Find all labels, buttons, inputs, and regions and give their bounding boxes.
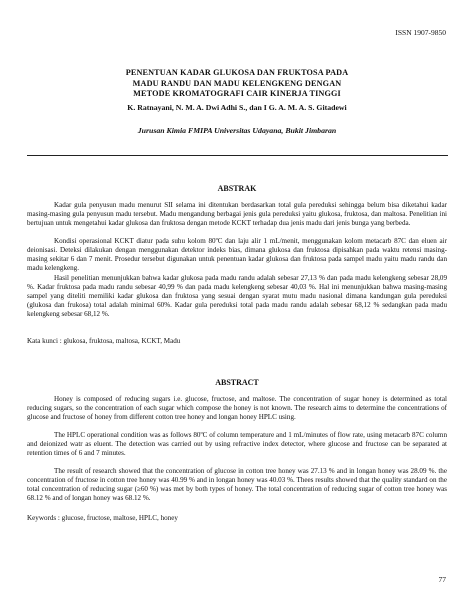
abstract-paragraph: The result of research showed that the concentration of glucose in cotton tree honey was 27.13 % and in longan honey was 28.09 %. the concentration of fructose in cotton tree honey was 40.99 % and in longan honey was 40.03 %. Thees results showed that the quality standard on the total concentration of reducing sugar (≥60 %) was met by both types of honey. The total concentration of reducing sugar of cotton tree honey was 68.12 % and of longan honey was 68.12 %.: [27, 467, 447, 502]
page-number: 77: [438, 575, 446, 584]
abstrak-paragraph: Hasil penelitian menunjukkan bahwa kadar glukosa pada madu randu adalah sebesar 27,13 % dan pada madu kelengkeng sebesar 28,09 %. Kadar fruktosa pada madu randu sebesar 40,99 % dan pada madu kelengkeng sebesar 40,03 %. Hal ini menunjukkan bahwa masing-masing sampel yang diteliti memiliki kadar glukosa dan fruktosa yang sesuai dengan syarat mutu madu nasional dimana kandungan gula pereduksi (glukosa dan frukosa) total adalah minimal 60%. Kadar gula pereduksi total pada madu randu adalah sebesar 68,12 % sedangkan pada madu kelengkeng sebesar 68,12 %.: [27, 274, 447, 318]
keywords: Keywords : glucose, fructose, maltose, HPLC, honey: [27, 514, 178, 522]
affiliation: Jurusan Kimia FMIPA Universitas Udayana, Bukit Jimbaran: [137, 126, 337, 135]
paper-title: [0, 68, 474, 100]
abstract-heading: ABSTRACT: [215, 378, 259, 387]
issn-number: ISSN 1907-9850: [395, 28, 446, 37]
author-list: K. Ratnayani, N. M. A. Dwi Adhi S., dan I G. A. M. A. S. Gitadewi: [127, 103, 347, 112]
abstract-paragraph: Honey is composed of reducing sugars i.e. glucose, fructose, and maltose. The concentration of sugar honey is determined as total reducing sugars, so the concentration of each sugar which compose the honey is not known. The research aims to determine the concentrations of glucose and fructose of honey from different cotton tree honey and longan honey HPLC using.: [27, 395, 447, 421]
title-line: MADU RANDU DAN MADU KELENGKENG DENGAN: [132, 78, 342, 88]
header-divider: [27, 155, 448, 156]
abstrak-paragraph: Kadar gula penyusun madu menurut SII selama ini ditentukan berdasarkan total gula pereduksi sehingga belum bisa diketahui kadar masing-masing gula penyusun madu tersebut. Madu mengandung berbagai jenis gula pereduksi yaitu glukosa, fruktosa, dan maltosa. Penelitian ini bertujuan untuk mengetahui kadar glukosa dan fruktosa dengan metode KCKT terhadap dua jenis madu dari jenis bunga yang berbeda.: [27, 201, 447, 227]
title-line: METODE KROMATOGRAFI CAIR KINERJA TINGGI: [133, 89, 341, 98]
abstrak-heading: ABSTRAK: [217, 184, 257, 193]
abstract-paragraph: The HPLC operational condition was as follows 80ºC of column temperature and 1 mL/minutes of flow rate, using metacarb 87C column and deionized watr as eluent. The detection was carried out by using refractive index detector, where glucose and fructose can be separated at retention times of 6 and 7 minutes.: [27, 431, 447, 457]
title-line: PENENTUAN KADAR GLUKOSA DAN FRUKTOSA PADA: [125, 68, 349, 77]
abstrak-paragraph: Kondisi operasional KCKT diatur pada suhu kolom 80ºC dan laju alir 1 mL/menit, menggunakan kolom metacarb 87C dan eluen air deionisasi. Deteksi dilakukan dengan menggunakan detektor indeks bias, dimana glukosa dan fruktosa dipisahkan pada waktu retensi masing-masing sekitar 6 dan 7 menit. Prosedur tersebut digunakan untuk penentuan kadar glukosa dan fruktosa pada sampel madu yaitu madu randu dan madu kelengkeng.: [27, 237, 447, 272]
kata-kunci: Kata kunci : glukosa, fruktosa, maltosa, KCKT, Madu: [27, 337, 181, 345]
